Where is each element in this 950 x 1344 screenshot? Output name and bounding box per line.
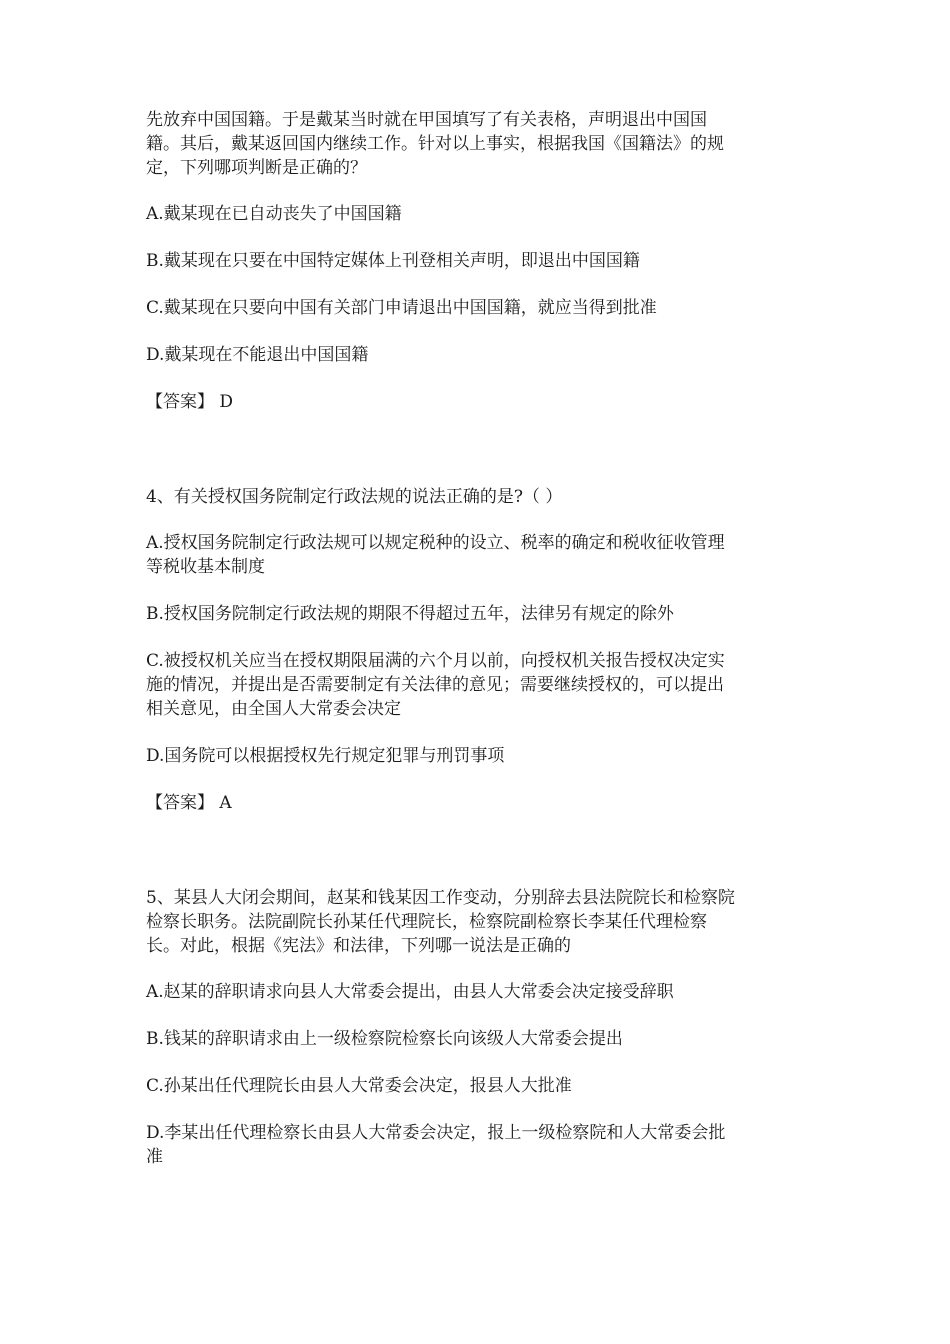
question-5 <box>146 886 806 1169</box>
q4-answer <box>146 791 806 815</box>
q4-option-a-line-2: 等税收基本制度 <box>146 557 265 577</box>
q5-option-b: B.钱某的辞职请求由上一级检察院检察长向该级人大常委会提出 <box>146 1029 623 1049</box>
q5-stem-line-3: 长。对此，根据《宪法》和法律，下列哪一说法是正确的 <box>146 936 571 956</box>
q4-option-c-line-1: C.被授权机关应当在授权期限届满的六个月以前，向授权机关报告授权决定实 <box>146 651 725 671</box>
q3-option-d: D.戴某现在不能退出中国国籍 <box>146 345 369 365</box>
q4-answer-label: 【答案】 <box>146 793 214 813</box>
q5-option-d-line-1: D.李某出任代理检察长由县人大常委会决定，报上一级检察院和人大常委会批 <box>146 1123 726 1143</box>
q3-option-b: B.戴某现在只要在中国特定媒体上刊登相关声明，即退出中国国籍 <box>146 251 640 271</box>
q3-option-c: C.戴某现在只要向中国有关部门申请退出中国国籍，就应当得到批准 <box>146 298 657 318</box>
q5-stem-line-2: 检察长职务。法院副院长孙某任代理院长，检察院副检察长李某任代理检察 <box>146 912 707 932</box>
q5-stem-line-1: 5、某县人大闭会期间，赵某和钱某因工作变动，分别辞去县法院院长和检察院 <box>146 888 735 908</box>
q4-stem: 4、有关授权国务院制定行政法规的说法正确的是?（ ） <box>146 487 563 507</box>
question-4 <box>146 485 806 815</box>
question-3 <box>146 108 806 414</box>
q3-answer-value: D <box>219 392 234 412</box>
q4-option-c-line-3: 相关意见，由全国人大常委会决定 <box>146 699 401 719</box>
q5-option-c: C.孙某出任代理院长由县人大常委会决定，报县人大批准 <box>146 1076 572 1096</box>
q4-answer-value: A <box>219 793 232 813</box>
document-page <box>146 108 806 1169</box>
q4-option-d: D.国务院可以根据授权先行规定犯罪与刑罚事项 <box>146 746 505 766</box>
q4-option-b: B.授权国务院制定行政法规的期限不得超过五年，法律另有规定的除外 <box>146 604 674 624</box>
q4-option-a-line-1: A.授权国务院制定行政法规可以规定税种的设立、税率的确定和税收征收管理 <box>146 533 725 553</box>
q3-stem-line-3: 定，下列哪项判断是正确的？ <box>146 158 367 178</box>
q3-stem-line-1: 先放弃中国国籍。于是戴某当时就在甲国填写了有关表格，声明退出中国国 <box>146 110 707 130</box>
q4-option-c-line-2: 施的情况，并提出是否需要制定有关法律的意见；需要继续授权的，可以提出 <box>146 675 724 695</box>
q3-answer-label: 【答案】 <box>146 392 214 412</box>
q3-option-a: A.戴某现在已自动丧失了中国国籍 <box>146 204 402 224</box>
q3-stem-line-2: 籍。其后，戴某返回国内继续工作。针对以上事实，根据我国《国籍法》的规 <box>146 134 724 154</box>
q3-answer <box>146 390 806 414</box>
q5-option-a: A.赵某的辞职请求向县人大常委会提出，由县人大常委会决定接受辞职 <box>146 982 674 1002</box>
q5-option-d-line-2: 准 <box>146 1147 163 1167</box>
